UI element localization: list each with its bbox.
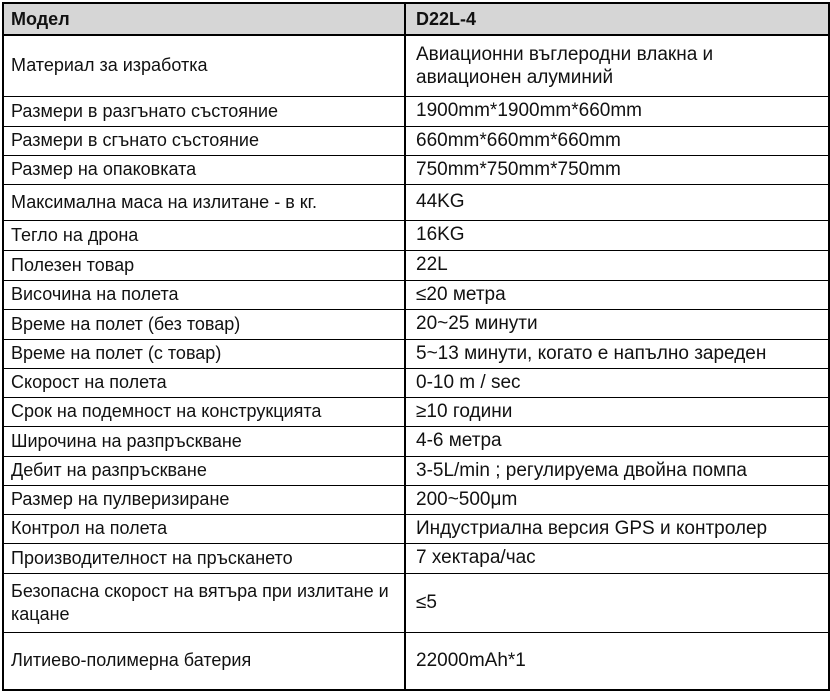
table-row [3,485,829,514]
table-row [3,280,829,309]
table-row [3,339,829,368]
row-label: Максимална маса на излитане - в кг. [3,184,405,220]
table-row [3,220,829,250]
row-label: Скорост на полета [3,368,405,397]
row-label: Размер на пулверизиране [3,485,405,514]
table-row [3,250,829,280]
row-label: Срок на подемност на конструкцията [3,397,405,426]
header-model: D22L-4 [405,3,829,35]
table-row [3,96,829,126]
row-label: Материал за изработка [3,35,405,96]
row-label: Размери в сгънато състояние [3,126,405,155]
row-value: 44KG [405,184,829,220]
table-row [3,155,829,184]
row-value: 5~13 минути, когато е напълно зареден [405,339,829,368]
table-row [3,397,829,426]
row-label: Производителност на пръскането [3,543,405,573]
row-value: 16KG [405,220,829,250]
table-row [3,126,829,155]
row-label: Дебит на разпръскване [3,456,405,485]
table-row [3,426,829,456]
spec-table [2,2,830,691]
row-label: Размер на опаковката [3,155,405,184]
row-label: Безопасна скорост на вятъра при излитане и кацане [3,573,405,632]
row-label: Широчина на разпръскване [3,426,405,456]
row-value: ≥10 години [405,397,829,426]
row-value: 22000mAh*1 [405,632,829,690]
row-value: Индустриална версия GPS и контролер [405,514,829,543]
row-value: 1900mm*1900mm*660mm [405,96,829,126]
row-label: Тегло на дрона [3,220,405,250]
row-value: 3-5L/min ; регулируема двойна помпа [405,456,829,485]
row-label: Литиево-полимерна батерия [3,632,405,690]
table-row [3,184,829,220]
table-header-row [3,3,829,35]
row-label: Време на полет (без товар) [3,309,405,339]
row-label: Размери в разгънато състояние [3,96,405,126]
row-label: Полезен товар [3,250,405,280]
row-value: 4-6 метра [405,426,829,456]
row-value: Авиационни въглеродни влакна и авиационен алуминий [405,35,829,96]
row-value: 200~500μm [405,485,829,514]
table-row [3,368,829,397]
row-value: 660mm*660mm*660mm [405,126,829,155]
row-value: ≤20 метра [405,280,829,309]
row-label: Време на полет (с товар) [3,339,405,368]
row-value: 22L [405,250,829,280]
table-row [3,632,829,690]
table-row [3,456,829,485]
row-value: ≤5 [405,573,829,632]
row-label: Височина на полета [3,280,405,309]
table-row [3,543,829,573]
header-label: Модел [3,3,405,35]
row-value: 750mm*750mm*750mm [405,155,829,184]
table-row [3,573,829,632]
table-row [3,309,829,339]
row-value: 0-10 m / sec [405,368,829,397]
table-row [3,35,829,96]
row-value: 20~25 минути [405,309,829,339]
table-row [3,514,829,543]
row-value: 7 хектара/час [405,543,829,573]
row-label: Контрол на полета [3,514,405,543]
